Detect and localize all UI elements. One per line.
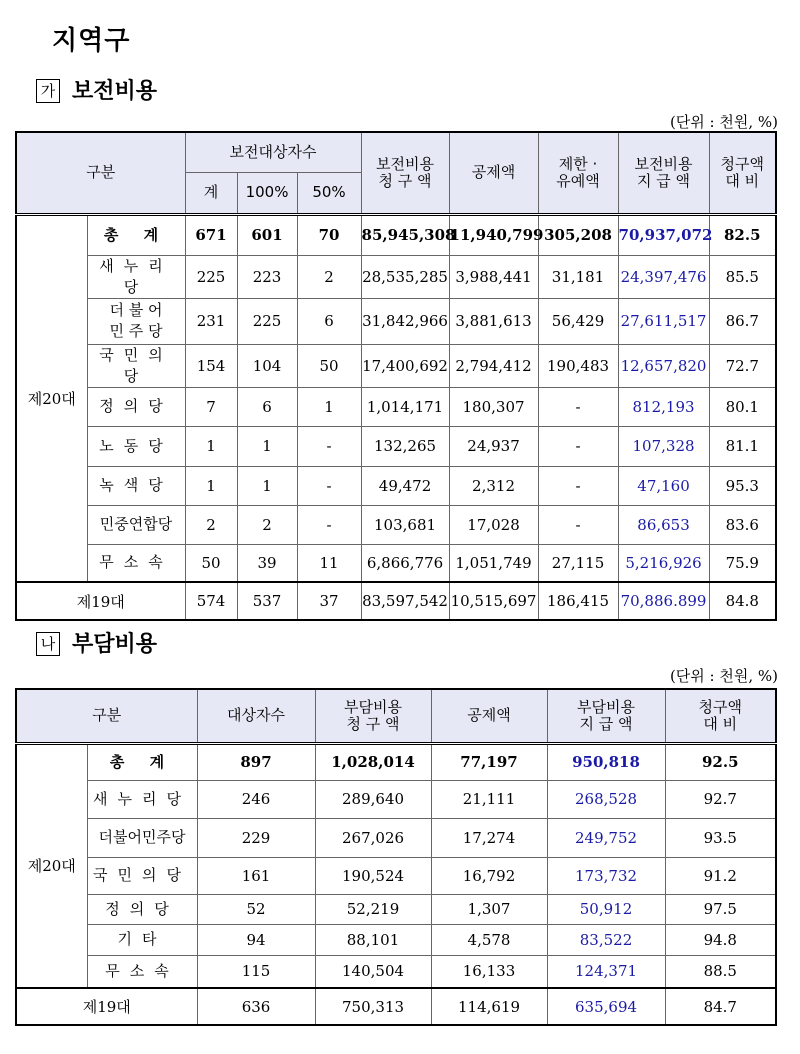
header-ratio: 청구액 대 비 (665, 689, 776, 743)
data-cell: 95.3 (709, 466, 776, 505)
data-cell: 6,866,776 (361, 544, 449, 582)
data-cell: 223 (237, 255, 297, 298)
data-cell: 86.7 (709, 298, 776, 344)
header-paid: 부담비용 지 급 액 (547, 689, 665, 743)
data-cell: 812,193 (618, 387, 709, 426)
data-cell: 83.6 (709, 505, 776, 544)
header-targets: 보전대상자수 (185, 132, 361, 172)
data-cell: 88,101 (315, 924, 431, 955)
data-cell: 154 (185, 344, 237, 387)
section-b-heading (36, 627, 157, 658)
header-50: 50% (297, 172, 361, 214)
data-cell: 12,657,820 (618, 344, 709, 387)
data-cell: 2,312 (449, 466, 538, 505)
data-cell: - (297, 466, 361, 505)
section-b-title: 부담비용 (72, 632, 158, 657)
data-cell: 1,028,014 (315, 743, 431, 780)
party-label: 기타 (87, 924, 197, 955)
data-cell: 11,940,799 (449, 214, 538, 255)
data-cell: 190,524 (315, 857, 431, 894)
data-cell: 1 (185, 466, 237, 505)
table-row (16, 387, 776, 426)
section-b-unit: (단위 : 천원, %) (669, 667, 778, 685)
data-cell: 268,528 (547, 780, 665, 818)
data-cell: 83,597,542 (361, 582, 449, 620)
data-cell: 1 (237, 466, 297, 505)
data-cell: 52,219 (315, 894, 431, 924)
data-cell: 267,026 (315, 818, 431, 857)
data-cell: 180,307 (449, 387, 538, 426)
data-cell: 31,181 (538, 255, 618, 298)
table-row (16, 955, 776, 988)
party-label: 국민의당 (87, 344, 185, 387)
data-cell: 103,681 (361, 505, 449, 544)
data-cell: 27,611,517 (618, 298, 709, 344)
data-cell: 77,197 (431, 743, 547, 780)
party-label: 국민의당 (87, 857, 197, 894)
data-cell: 17,274 (431, 818, 547, 857)
data-cell: 950,818 (547, 743, 665, 780)
data-cell: 1 (185, 426, 237, 466)
data-cell: 17,400,692 (361, 344, 449, 387)
burden-table (15, 688, 777, 1026)
data-cell: 91.2 (665, 857, 776, 894)
party-label: 녹색당 (87, 466, 185, 505)
data-cell: 289,640 (315, 780, 431, 818)
header-100: 100% (237, 172, 297, 214)
data-cell: 11 (297, 544, 361, 582)
party-label: 정의당 (87, 894, 197, 924)
data-cell: 7 (185, 387, 237, 426)
data-cell: 70 (297, 214, 361, 255)
data-cell: 671 (185, 214, 237, 255)
data-cell: 636 (197, 988, 315, 1025)
data-cell: 92.5 (665, 743, 776, 780)
section-b-mark: 나 (36, 632, 60, 656)
data-cell: 50,912 (547, 894, 665, 924)
data-cell: 84.8 (709, 582, 776, 620)
data-cell: 4,578 (431, 924, 547, 955)
data-cell: 114,619 (431, 988, 547, 1025)
data-cell: 186,415 (538, 582, 618, 620)
data-cell: 161 (197, 857, 315, 894)
data-cell: 82.5 (709, 214, 776, 255)
compensation-table (15, 131, 777, 621)
data-cell: 94 (197, 924, 315, 955)
data-cell: 1 (237, 426, 297, 466)
table-row (16, 255, 776, 298)
data-cell: 92.7 (665, 780, 776, 818)
party-label: 정의당 (87, 387, 185, 426)
data-cell: 1,014,171 (361, 387, 449, 426)
table-row (16, 426, 776, 466)
previous-term-label: 제19대 (16, 582, 185, 620)
data-cell: 80.1 (709, 387, 776, 426)
header-limit: 제한 · 유예액 (538, 132, 618, 214)
data-cell: 37 (297, 582, 361, 620)
data-cell: 83,522 (547, 924, 665, 955)
header-deduct: 공제액 (449, 132, 538, 214)
header-ratio: 청구액 대 비 (709, 132, 776, 214)
data-cell: 246 (197, 780, 315, 818)
data-cell: 3,881,613 (449, 298, 538, 344)
group-label: 제20대 (16, 214, 87, 582)
data-cell: 47,160 (618, 466, 709, 505)
data-cell: 17,028 (449, 505, 538, 544)
data-cell: 86,653 (618, 505, 709, 544)
party-label: 새누리당 (87, 780, 197, 818)
data-cell: 16,792 (431, 857, 547, 894)
data-cell: 94.8 (665, 924, 776, 955)
data-cell: - (538, 387, 618, 426)
data-cell: 107,328 (618, 426, 709, 466)
page-title: 지역구 (52, 26, 131, 56)
data-cell: 85,945,308 (361, 214, 449, 255)
data-cell: 28,535,285 (361, 255, 449, 298)
data-cell: 24,397,476 (618, 255, 709, 298)
party-label: 더불어민주당 (87, 818, 197, 857)
data-cell: 132,265 (361, 426, 449, 466)
data-cell: 16,133 (431, 955, 547, 988)
data-cell: 70,886.899 (618, 582, 709, 620)
total-row (16, 214, 776, 255)
data-cell: 72.7 (709, 344, 776, 387)
data-cell: 1,307 (431, 894, 547, 924)
header-category: 구분 (16, 689, 197, 743)
group-label: 제20대 (16, 743, 87, 988)
section-a-mark: 가 (36, 79, 60, 103)
data-cell: - (297, 505, 361, 544)
previous-term-row (16, 988, 776, 1025)
data-cell: 84.7 (665, 988, 776, 1025)
data-cell: 124,371 (547, 955, 665, 988)
data-cell: 3,988,441 (449, 255, 538, 298)
data-cell: - (538, 466, 618, 505)
data-cell: 2 (297, 255, 361, 298)
data-cell: 10,515,697 (449, 582, 538, 620)
data-cell: 50 (297, 344, 361, 387)
data-cell: 225 (237, 298, 297, 344)
data-cell: 2 (237, 505, 297, 544)
party-label: 더 불 어 민 주 당 (87, 298, 185, 344)
header-paid: 보전비용 지 급 액 (618, 132, 709, 214)
party-label: 민중연합당 (87, 505, 185, 544)
previous-term-row (16, 582, 776, 620)
data-cell: 85.5 (709, 255, 776, 298)
data-cell: 231 (185, 298, 237, 344)
data-cell: 21,111 (431, 780, 547, 818)
data-cell: 140,504 (315, 955, 431, 988)
data-cell: 173,732 (547, 857, 665, 894)
data-cell: 97.5 (665, 894, 776, 924)
data-cell: 104 (237, 344, 297, 387)
table-row (16, 505, 776, 544)
data-cell: 1,051,749 (449, 544, 538, 582)
section-a-title: 보전비용 (72, 79, 158, 104)
party-label: 무소속 (87, 955, 197, 988)
header-claim: 부담비용 청 구 액 (315, 689, 431, 743)
data-cell: 31,842,966 (361, 298, 449, 344)
previous-term-label: 제19대 (16, 988, 197, 1025)
data-cell: 81.1 (709, 426, 776, 466)
table-row (16, 298, 776, 344)
section-a-unit: (단위 : 천원, %) (669, 113, 778, 131)
data-cell: 52 (197, 894, 315, 924)
data-cell: - (538, 426, 618, 466)
table-row (16, 894, 776, 924)
party-label: 무소속 (87, 544, 185, 582)
data-cell: 305,208 (538, 214, 618, 255)
party-label: 총 계 (87, 743, 197, 780)
data-cell: 601 (237, 214, 297, 255)
data-cell: 27,115 (538, 544, 618, 582)
data-cell: 2 (185, 505, 237, 544)
header-category: 구분 (16, 132, 185, 214)
party-label: 노동당 (87, 426, 185, 466)
data-cell: - (297, 426, 361, 466)
table-row (16, 544, 776, 582)
data-cell: 50 (185, 544, 237, 582)
data-cell: 229 (197, 818, 315, 857)
data-cell: 88.5 (665, 955, 776, 988)
data-cell: 70,937,072 (618, 214, 709, 255)
data-cell: 635,694 (547, 988, 665, 1025)
data-cell: 5,216,926 (618, 544, 709, 582)
data-cell: 6 (237, 387, 297, 426)
party-label: 새누리당 (87, 255, 185, 298)
data-cell: 225 (185, 255, 237, 298)
header-deduct: 공제액 (431, 689, 547, 743)
total-row (16, 743, 776, 780)
data-cell: 2,794,412 (449, 344, 538, 387)
data-cell: 56,429 (538, 298, 618, 344)
data-cell: 574 (185, 582, 237, 620)
data-cell: 750,313 (315, 988, 431, 1025)
data-cell: 537 (237, 582, 297, 620)
table-row (16, 466, 776, 505)
header-total: 계 (185, 172, 237, 214)
table-row (16, 857, 776, 894)
header-targets: 대상자수 (197, 689, 315, 743)
data-cell: 24,937 (449, 426, 538, 466)
data-cell: 49,472 (361, 466, 449, 505)
data-cell: 1 (297, 387, 361, 426)
data-cell: 39 (237, 544, 297, 582)
data-cell: 93.5 (665, 818, 776, 857)
table-row (16, 344, 776, 387)
header-claim: 보전비용 청 구 액 (361, 132, 449, 214)
section-a-heading (36, 74, 157, 105)
data-cell: 6 (297, 298, 361, 344)
data-cell: 249,752 (547, 818, 665, 857)
party-label: 총 계 (87, 214, 185, 255)
data-cell: 115 (197, 955, 315, 988)
data-cell: 897 (197, 743, 315, 780)
table-row (16, 780, 776, 818)
table-row (16, 818, 776, 857)
data-cell: 190,483 (538, 344, 618, 387)
data-cell: 75.9 (709, 544, 776, 582)
data-cell: - (538, 505, 618, 544)
table-row (16, 924, 776, 955)
